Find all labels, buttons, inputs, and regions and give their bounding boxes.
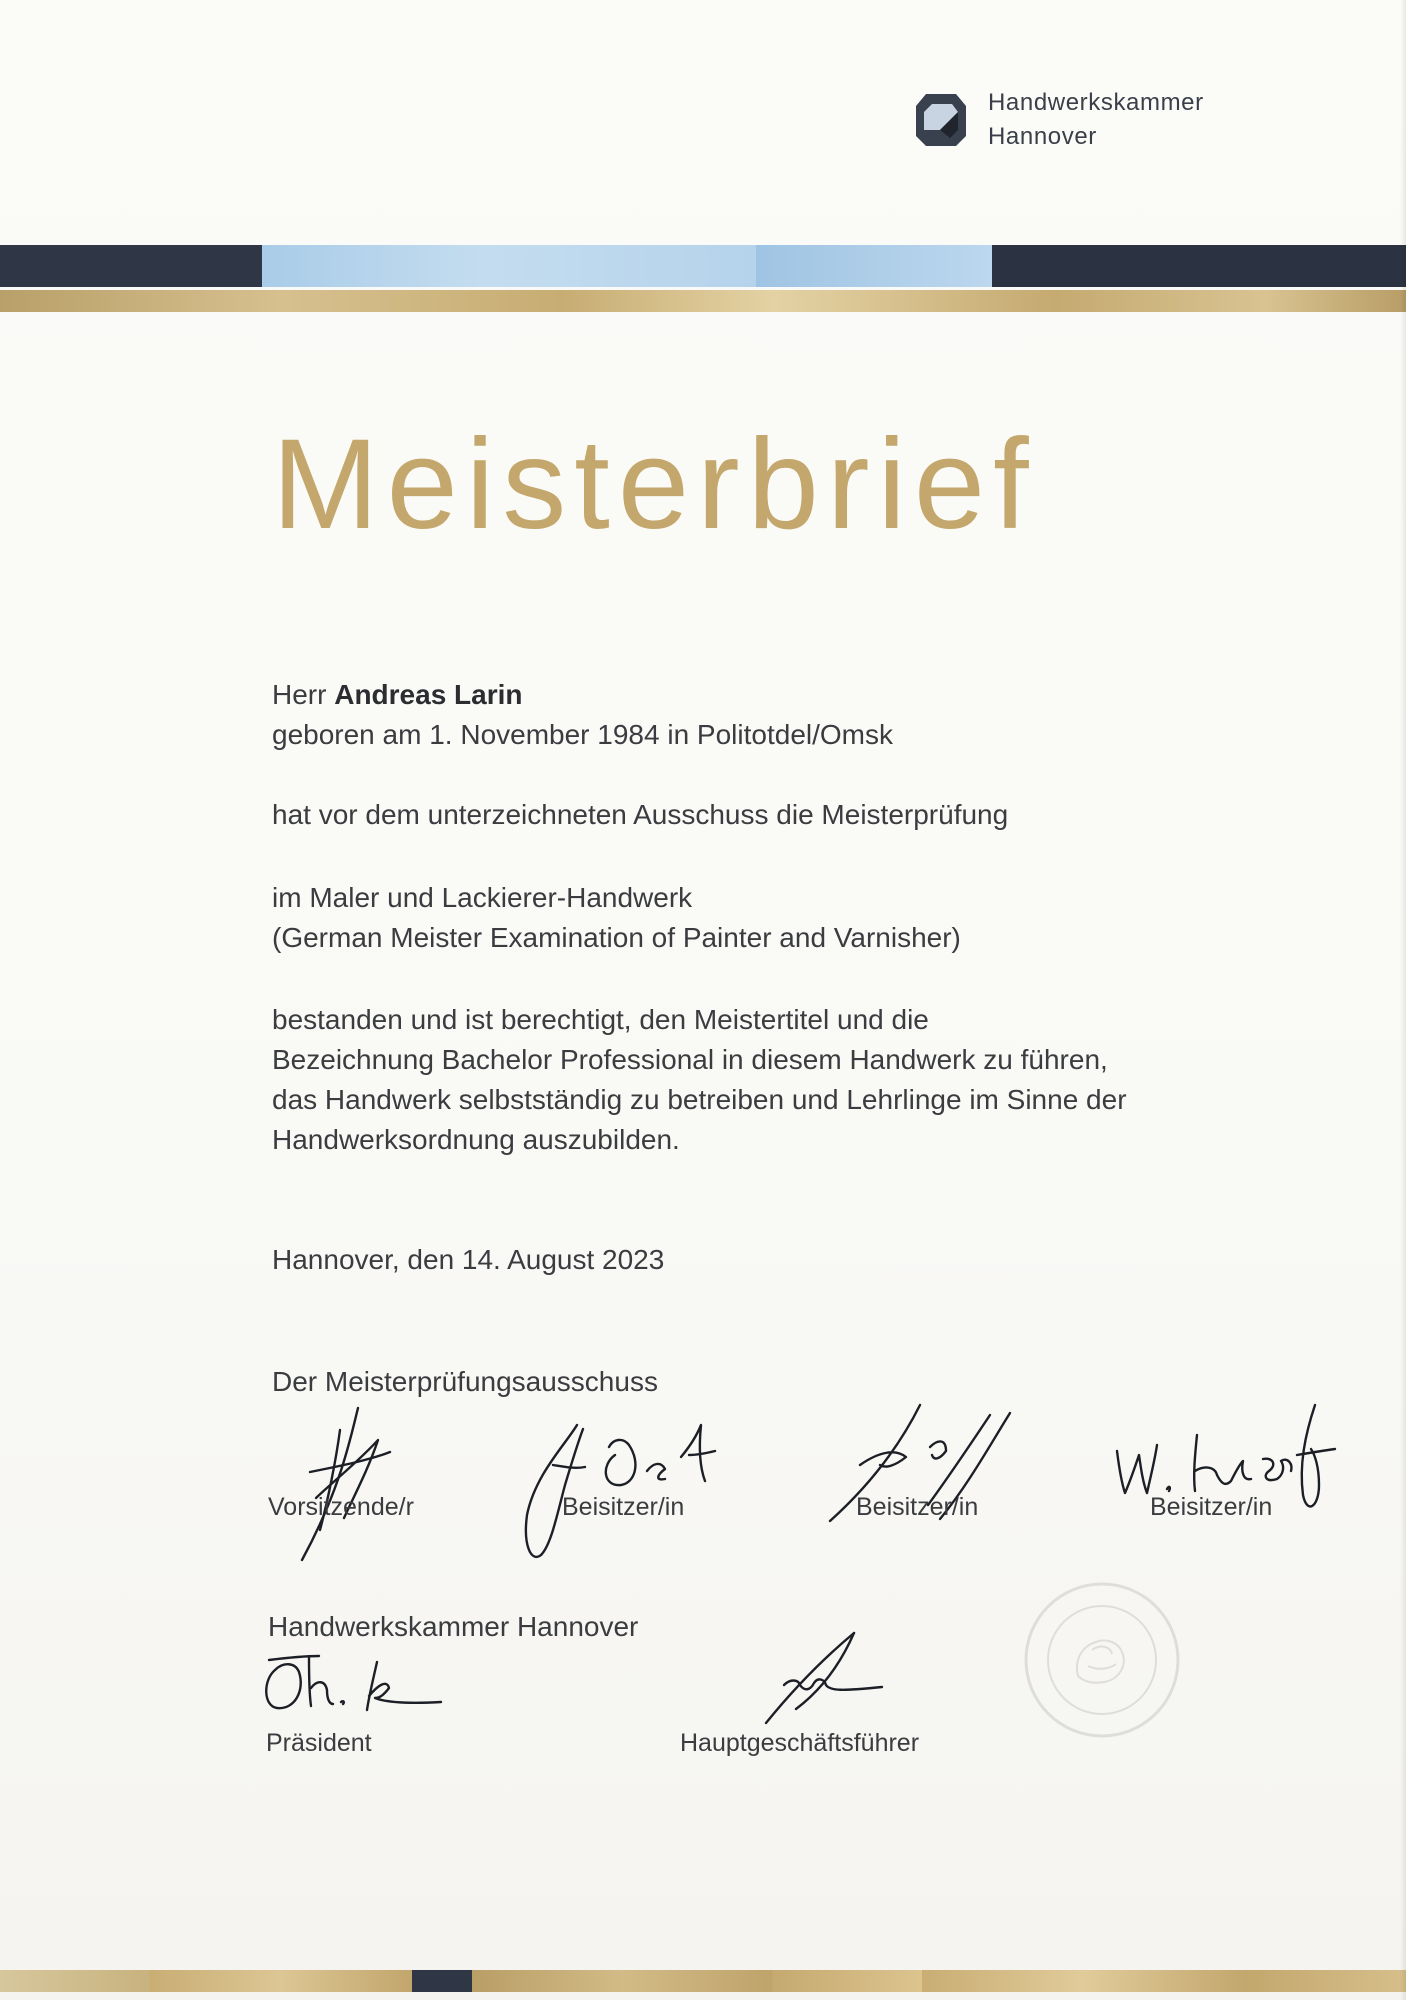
entitlement-line-4: Handwerksordnung auszubilden.: [272, 1124, 680, 1155]
recipient-line: [272, 675, 523, 715]
role-chair-label: Vorsitzende/r: [268, 1493, 414, 1521]
signature-assessor-1: [505, 1405, 735, 1565]
recipient-name: Andreas Larin: [334, 679, 523, 710]
chamber-logo: [912, 86, 1204, 154]
role-assessor-1-label: Beisitzer/in: [562, 1493, 685, 1521]
place-date: Hannover, den 14. August 2023: [272, 1244, 665, 1275]
signature-chair: [280, 1400, 410, 1570]
role-assessor-2-label: Beisitzer/in: [856, 1493, 979, 1521]
chamber-heading: Handwerkskammer Hannover: [268, 1611, 639, 1642]
role-assessor-3-label: Beisitzer/in: [1150, 1493, 1273, 1521]
salutation: Herr: [272, 679, 327, 710]
header-gold-stripe: [0, 290, 1406, 312]
birth-line: geboren am 1. November 1984 in Politotdel/Omsk: [272, 719, 893, 750]
exam-statement: hat vor dem unterzeichneten Ausschuss die Meisterprüfung: [272, 799, 1009, 830]
trade-line: im Maler und Lackierer-Handwerk: [272, 882, 693, 913]
entitlement-line-2: Bezeichnung Bachelor Professional in diesem Handwerk zu führen,: [272, 1044, 1108, 1075]
signature-managing-director: [720, 1625, 900, 1735]
logo-name-line2: Hannover: [988, 123, 1097, 150]
managing-director-label: Hauptgeschäftsführer: [680, 1729, 920, 1757]
signature-president: [255, 1640, 455, 1720]
embossed-seal: [1022, 1580, 1182, 1740]
committee-heading: Der Meisterprüfungsausschuss: [272, 1366, 658, 1397]
trade-translation: (German Meister Examination of Painter and Varnisher): [272, 922, 961, 953]
footer-band: [0, 1970, 1406, 1992]
header-band: [0, 245, 1406, 287]
president-label: Präsident: [266, 1729, 372, 1757]
entitlement-line-1: bestanden und ist berechtigt, den Meistertitel und die: [272, 1004, 929, 1035]
logo-name-line1: Handwerkskammer: [988, 89, 1204, 116]
chamber-logo-icon: [912, 90, 970, 150]
certificate-title: Meisterbrief: [272, 413, 1037, 556]
entitlement-line-3: das Handwerk selbstständig zu betreiben und Lehrlinge im Sinne der: [272, 1084, 1127, 1115]
